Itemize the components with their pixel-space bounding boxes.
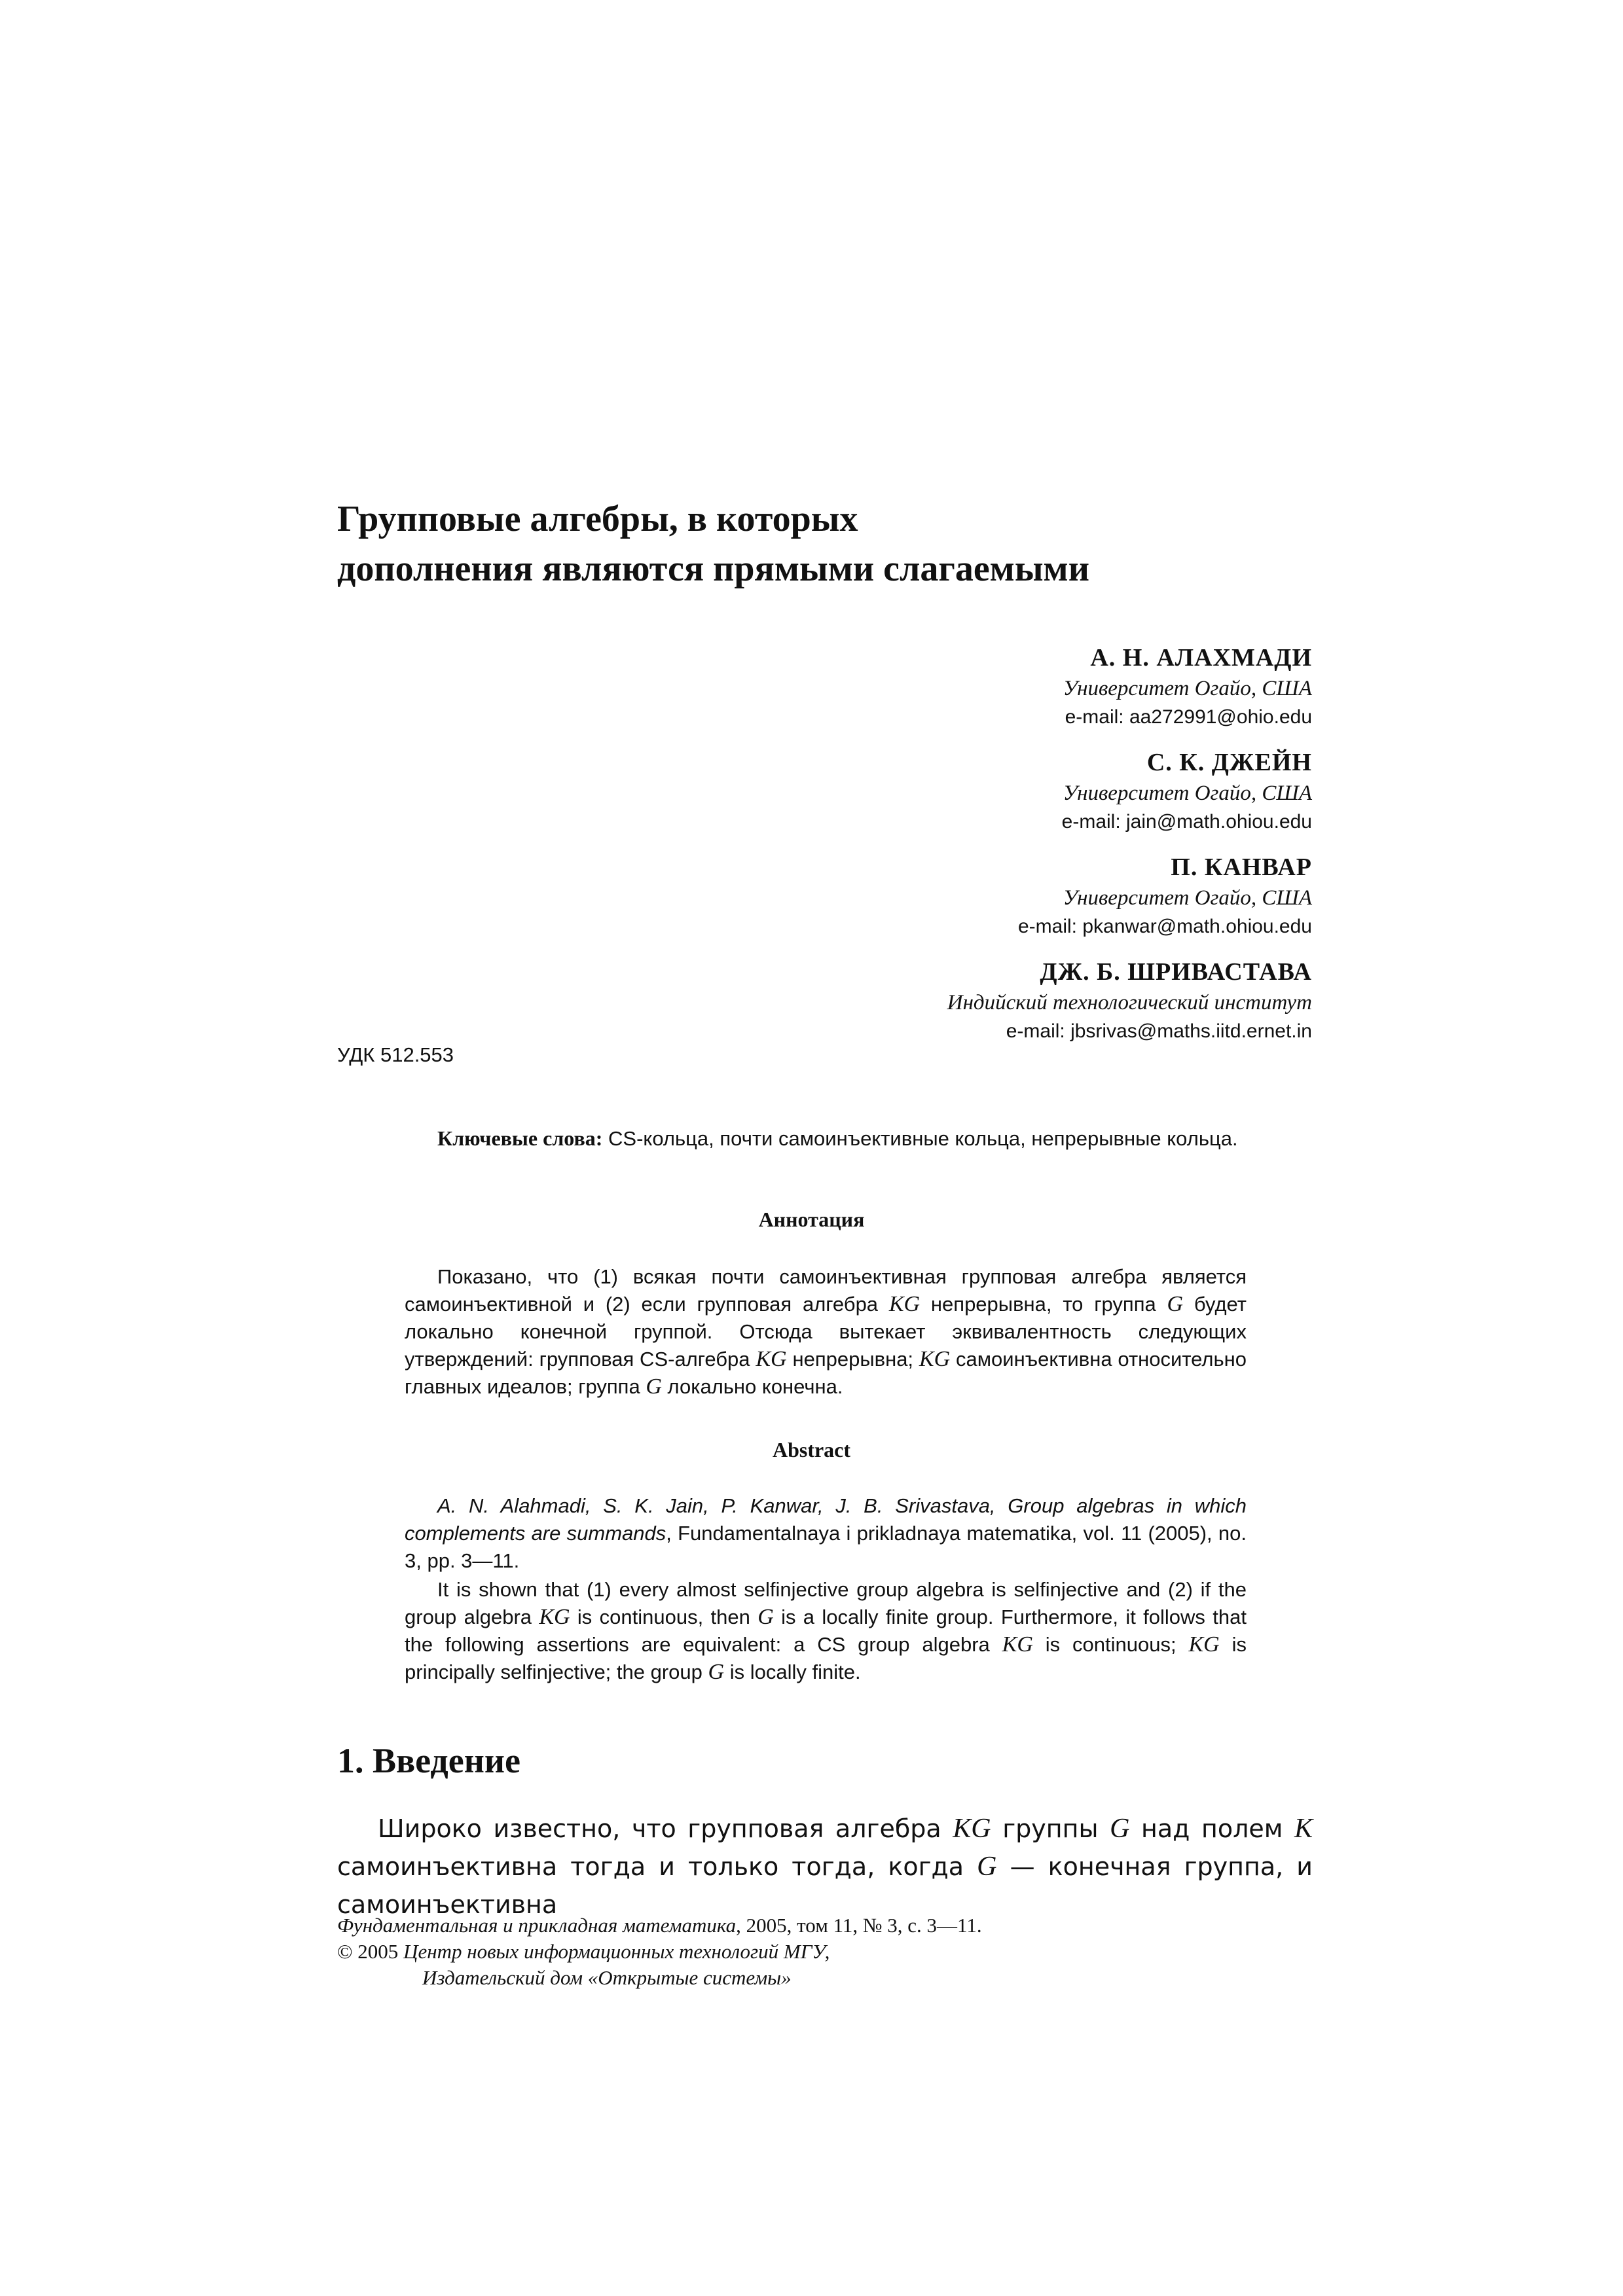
author-list [526,641,1312,1060]
author-name: А. Н. АЛАХМАДИ [1090,644,1312,672]
author-affiliation: Университет Огайо, США [1063,781,1312,805]
section-heading: 1. Введение [337,1741,520,1780]
abstract-text: It is shown that (1) every almost selfinjective group algebra is selfinjective and (2) if the group algebra KG is continuous, then G is a locally finite group. Furthermore, it follows that the following assertions are equivalent: a CS group algebra KG is continuous; KG is principally selfinjective; the group G is locally finite. [405,1578,1247,1684]
abstract-heading: Abstract [772,1438,851,1462]
title-line-1: Групповые алгебры, в которых [337,499,858,539]
keywords-label: Ключевые слова: [437,1126,603,1150]
journal-reference: Фундаментальная и прикладная математика, 2005, том 11, № 3, с. 3—11. [337,1914,982,1937]
author-block [526,851,1312,941]
annotation-heading: Аннотация [758,1208,865,1231]
annotation-text: Показано, что (1) всякая почти самоинъективная групповая алгебра является самоинъективной и (2) если групповая алгебра KG непрерывна, то группа G будет локально конечной группой. Отсюда вытекает эквивалентность следующих утверждений: групповая CS-алгебра KG непрерывна; KG самоинъективна относительно главных идеалов; группа G локально конечна. [405,1265,1247,1399]
author-name: П. КАНВАР [1171,853,1312,881]
author-affiliation: Университет Огайо, США [1063,677,1312,700]
author-email: e-mail: aa272991@ohio.edu [1065,706,1312,728]
author-affiliation: Индийский технологический институт [947,991,1312,1014]
paper-title [337,494,1385,594]
author-block [526,956,1312,1046]
keywords-text: CS-кольца, почти самоинъективные кольца, непрерывные кольца. [608,1127,1238,1150]
author-email: e-mail: jain@math.ohiou.edu [1061,811,1312,833]
keywords [437,1124,1247,1153]
title-line-2: дополнения являются прямыми слагаемыми [337,548,1089,589]
udk-code: УДК 512.553 [337,1043,454,1066]
author-email: e-mail: jbsrivas@maths.iitd.ernet.in [1006,1020,1312,1042]
publisher-line: Издательский дом «Открытые системы» [422,1966,792,1989]
copyright-line: © 2005 Центр новых информационных технологий МГУ, [337,1940,830,1963]
author-name: С. К. ДЖЕЙН [1146,749,1312,776]
abstract-citation: A. N. Alahmadi, S. K. Jain, P. Kanwar, J. B. Srivastava, Group algebras in which complements are summands, Fundamentalnaya i prikladnaya matematika, vol. 11 (2005), no. 3, pp. 3—11. [405,1494,1247,1572]
author-affiliation: Университет Огайо, США [1063,886,1312,910]
intro-paragraph: Широко известно, что групповая алгебра KG группы G над полем K самоинъективна тогда и только тогда, когда G — конечная группа, и самоинъективна [337,1814,1313,1919]
author-block [526,746,1312,836]
journal-footer [337,1912,1319,1991]
author-email: e-mail: pkanwar@math.ohiou.edu [1017,916,1312,937]
author-name: ДЖ. Б. ШРИВАСТАВА [1040,958,1312,986]
author-block [526,641,1312,732]
